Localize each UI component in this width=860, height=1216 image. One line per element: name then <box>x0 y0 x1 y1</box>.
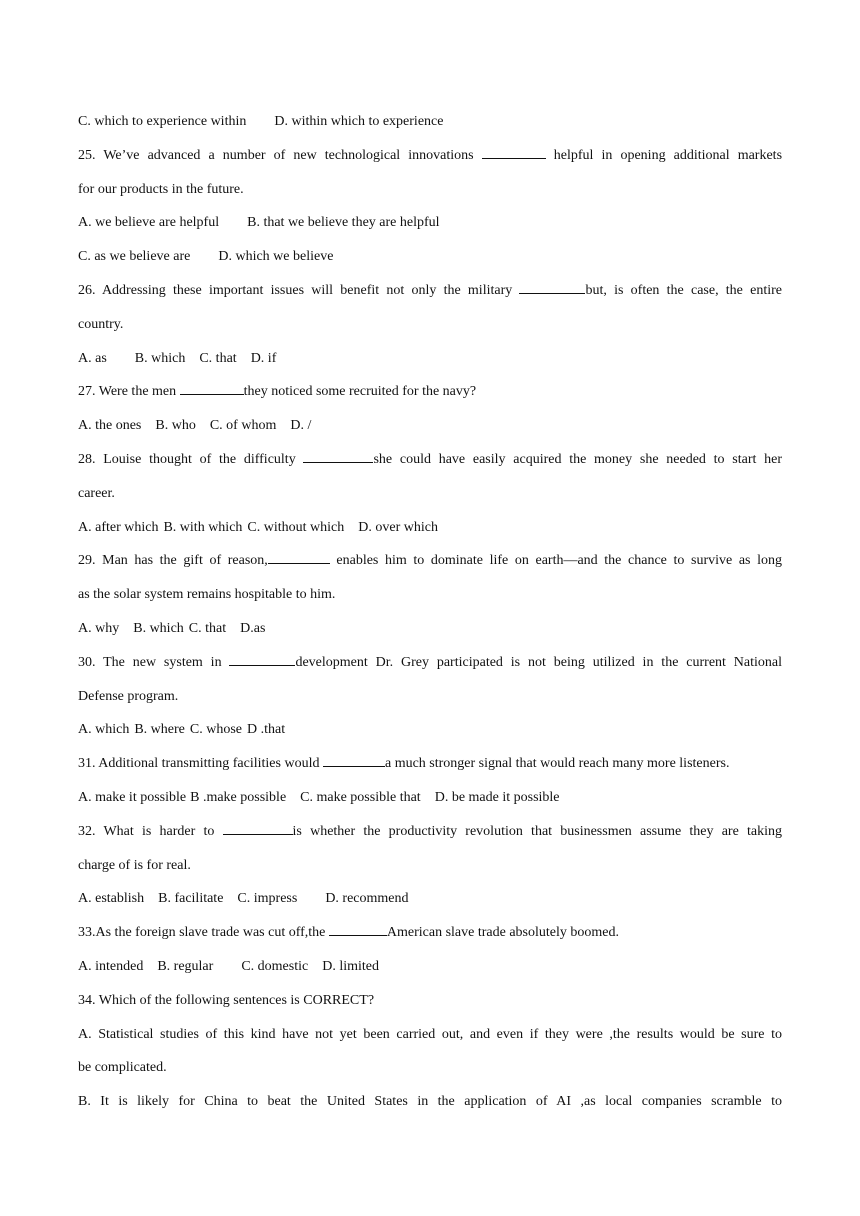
answer-blank <box>223 819 293 835</box>
option-a-cont: be complicated. <box>78 1060 167 1076</box>
option-c: C. make possible that <box>300 789 421 805</box>
option-d: D .that <box>247 722 286 738</box>
question-26-cont: country. <box>78 316 124 332</box>
option-line <box>78 105 782 139</box>
question-25-cont: for our products in the future. <box>78 181 244 197</box>
question-text-cont: but, is often the case, the entire <box>585 282 782 298</box>
option-d: D. be made it possible <box>434 789 560 805</box>
question-29-cont: as the solar system remains hospitable to him. <box>78 587 336 603</box>
question-text-cont: is whether the productivity revolution that businessmen assume they are taking <box>292 823 782 839</box>
question-30 <box>78 646 782 680</box>
option-a: A. make it possible <box>78 789 187 805</box>
option-c: C. as we believe are <box>78 249 191 265</box>
question-text: 26. Addressing these important issues will benefit not only the military <box>78 282 513 298</box>
option-a: A. as <box>78 350 107 366</box>
option-b: B. which <box>134 350 186 366</box>
answer-blank <box>329 920 387 936</box>
option-d: D. which we believe <box>218 249 334 265</box>
question-25 <box>78 139 782 173</box>
option-line <box>78 206 782 240</box>
option-a: A. intended <box>78 958 144 974</box>
question-text-cont: helpful in opening additional markets <box>553 147 783 163</box>
option-a: A. establish <box>78 891 145 907</box>
option-c: C. without which <box>247 519 345 535</box>
question-32-cont: charge of is for real. <box>78 857 191 873</box>
question-text-cont: development Dr. Grey participated is not being utilized in the current National <box>295 654 782 670</box>
option-line <box>78 409 782 443</box>
option-b: B. with which <box>163 519 243 535</box>
question-text-cont: American slave trade absolutely boomed. <box>386 925 619 941</box>
option-line <box>78 713 782 747</box>
option-d: D. over which <box>358 519 438 535</box>
option-d: D. recommend <box>325 891 409 907</box>
answer-blank <box>229 650 295 666</box>
option-line <box>78 240 782 274</box>
option-line <box>78 342 782 376</box>
option-d: D. within which to experience <box>274 114 444 129</box>
option-c: C. whose <box>189 722 242 738</box>
question-text: 33.As the foreign slave trade was cut off,the <box>78 925 326 941</box>
question-28-cont: career. <box>78 485 115 501</box>
question-33 <box>78 916 782 950</box>
option-a: A. why <box>78 620 120 636</box>
question-29 <box>78 544 782 578</box>
answer-blank <box>303 447 373 463</box>
option-a: A. after which <box>78 519 159 535</box>
question-text-cont: she could have easily acquired the money she needed to start her <box>373 451 783 467</box>
question-27 <box>78 375 782 409</box>
option-c: C. impress <box>237 891 298 907</box>
answer-blank <box>519 278 585 294</box>
question-28 <box>78 443 782 477</box>
answer-blank <box>268 548 330 564</box>
question-text: 27. Were the men <box>78 384 177 400</box>
option-b: B. who <box>155 418 196 434</box>
option-c: C. of whom <box>209 418 277 434</box>
option-line <box>78 612 782 646</box>
question-text-cont: a much stronger signal that would reach many more listeners. <box>384 756 730 772</box>
question-30-cont: Defense program. <box>78 688 179 704</box>
document-page <box>78 105 782 1119</box>
option-b: B. regular <box>157 958 214 974</box>
answer-blank <box>482 143 546 159</box>
option-a: A. we believe are helpful <box>78 215 220 231</box>
option-b: B. facilitate <box>158 891 224 907</box>
answer-blank <box>323 751 385 767</box>
question-text-cont: enables him to dominate life on earth—and the chance to survive as long <box>336 553 782 569</box>
option-line <box>78 950 782 984</box>
option-line <box>78 882 782 916</box>
option-b: B. which <box>133 620 184 636</box>
question-text-cont: they noticed some recruited for the navy? <box>243 384 477 400</box>
option-d: D. limited <box>322 958 379 974</box>
question-26 <box>78 274 782 308</box>
question-34: 34. Which of the following sentences is CORRECT? <box>78 992 375 1008</box>
option-d: D.as <box>240 620 266 636</box>
option-c: C. domestic <box>241 958 309 974</box>
question-text: 28. Louise thought of the difficulty <box>78 451 296 467</box>
option-c: C. that <box>188 620 227 636</box>
question-31 <box>78 747 782 781</box>
option-b: B. that we believe they are helpful <box>247 215 440 231</box>
option-line <box>78 511 782 545</box>
option-a: A. the ones <box>78 418 142 434</box>
option-b: B .make possible <box>190 789 287 805</box>
option-a: A. which <box>78 722 130 738</box>
option-d: D. / <box>290 418 312 434</box>
option-b: B. where <box>134 722 185 738</box>
option-a: A. Statistical studies of this kind have not yet been carried out, and even if they were ,the results would be sure to <box>78 1026 782 1042</box>
option-c: C. which to experience within <box>78 114 247 129</box>
option-c: C. that <box>199 350 237 366</box>
question-32 <box>78 815 782 849</box>
answer-blank <box>180 379 244 395</box>
option-b: B. It is likely for China to beat the United States in the application of AI ,as local companies scramble to <box>78 1094 782 1110</box>
question-text: 29. Man has the gift of reason, <box>78 553 268 569</box>
option-line <box>78 781 782 815</box>
question-text: 31. Additional transmitting facilities would <box>78 756 320 772</box>
question-text: 32. What is harder to <box>78 823 215 839</box>
question-text: 30. The new system in <box>78 654 222 670</box>
question-text: 25. We’ve advanced a number of new technological innovations <box>78 147 474 163</box>
option-d: D. if <box>250 350 277 366</box>
